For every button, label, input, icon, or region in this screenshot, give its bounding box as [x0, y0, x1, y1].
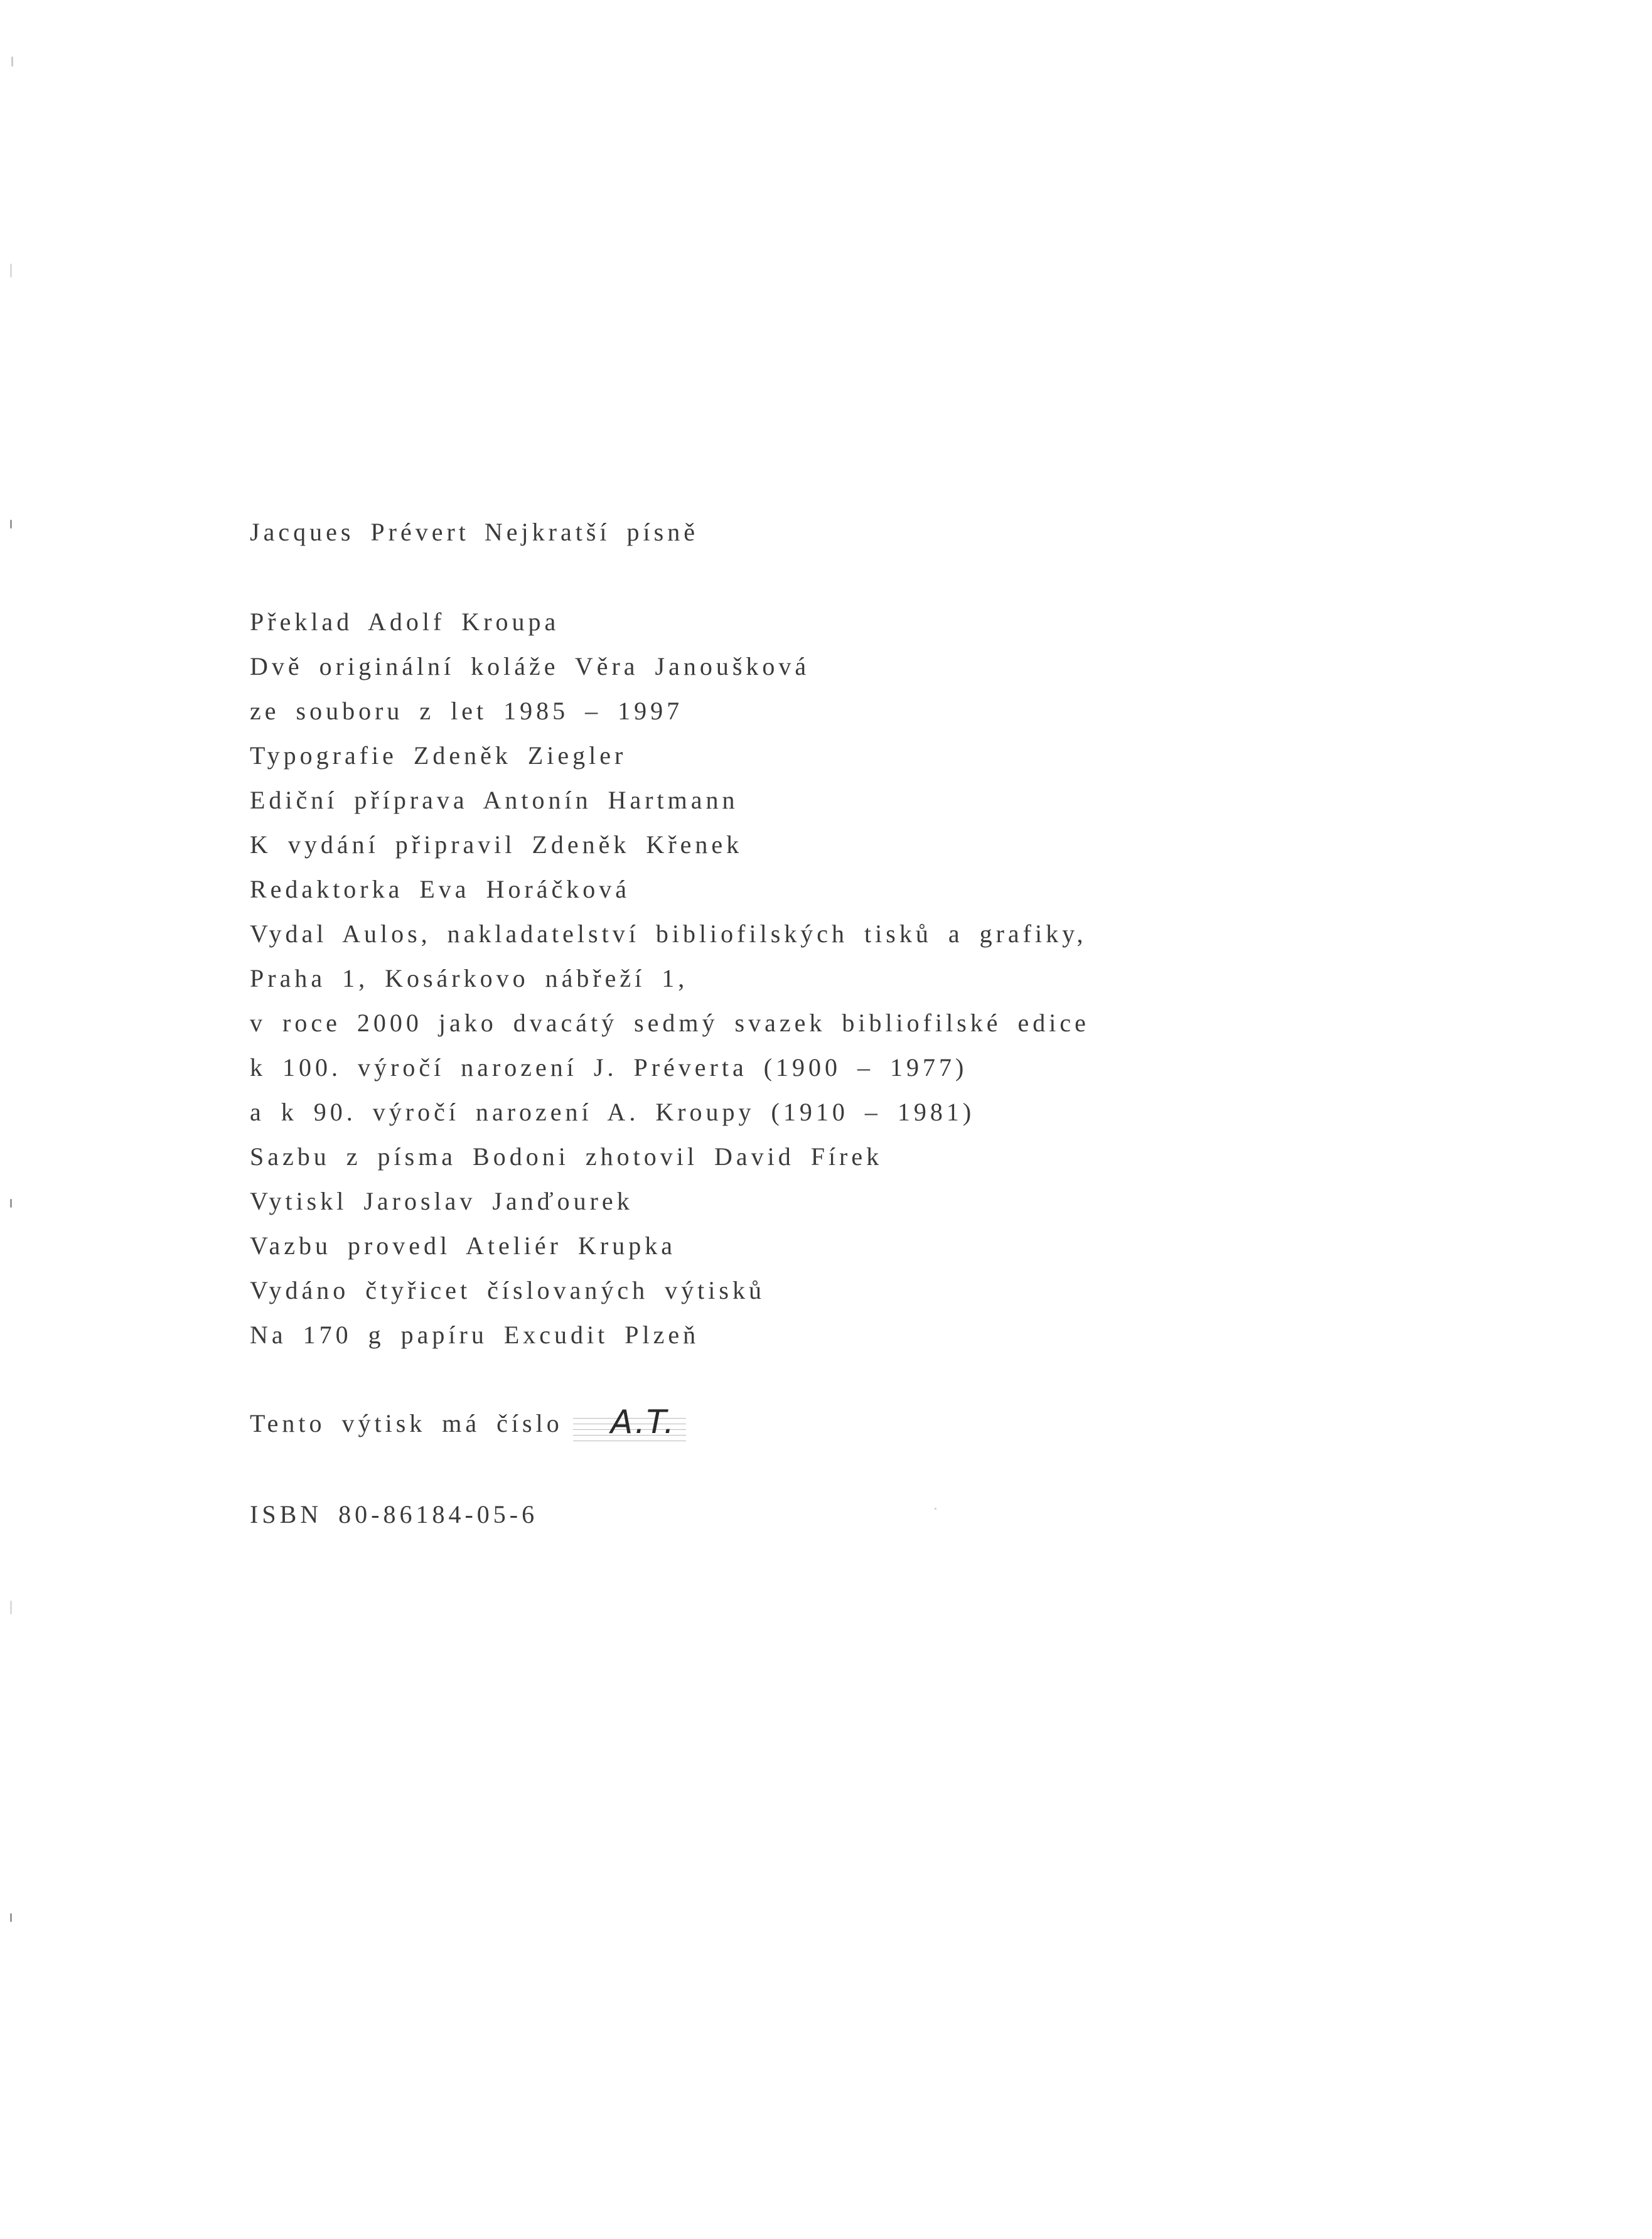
- credit-line: Ediční příprava Antonín Hartmann: [250, 786, 739, 814]
- credit-line: Vydáno čtyřicet číslovaných výtisků: [250, 1276, 765, 1304]
- credit-line: Vytiskl Jaroslav Janďourek: [250, 1187, 633, 1215]
- credits-list: [250, 599, 1442, 1357]
- credit-line: K vydání připravil Zdeněk Křenek: [250, 830, 743, 859]
- credit-line: a k 90. výročí narození A. Kroupy (1910 – 1981): [250, 1098, 975, 1126]
- margin-mark: [11, 56, 13, 67]
- margin-mark: [10, 520, 12, 529]
- title-line: [250, 510, 1442, 554]
- credit-line: k 100. výročí narození J. Préverta (1900 – 1977): [250, 1053, 968, 1082]
- credit-line: Dvě originální koláže Věra Janoušková: [250, 652, 810, 680]
- credit-line: Sazbu z písma Bodoni zhotovil David Fírek: [250, 1142, 883, 1171]
- copy-number-label: Tento výtisk má číslo: [250, 1409, 563, 1437]
- credit-line: Typografie Zdeněk Ziegler: [250, 741, 627, 770]
- credit-line: Vazbu provedl Ateliér Krupka: [250, 1232, 676, 1260]
- margin-mark: [10, 1913, 12, 1922]
- colophon-text: [250, 510, 1442, 1537]
- credit-line: Redaktorka Eva Horáčková: [250, 875, 631, 903]
- handwritten-copy-number: A.T.: [610, 1404, 675, 1441]
- credit-line: ze souboru z let 1985 – 1997: [250, 697, 684, 725]
- copy-number-line: [250, 1401, 1442, 1446]
- credit-line: Vydal Aulos, nakladatelství bibliofilských tisků a grafiky,: [250, 920, 1087, 948]
- margin-mark: [10, 1199, 12, 1208]
- margin-mark: [10, 1601, 12, 1614]
- credit-line: Na 170 g papíru Excudit Plzeň: [250, 1321, 700, 1349]
- isbn: ISBN 80-86184-05-6: [250, 1500, 539, 1528]
- credit-line: v roce 2000 jako dvacátý sedmý svazek bibliofilské edice: [250, 1009, 1090, 1037]
- copy-number-field: [567, 1404, 686, 1446]
- credit-line: Praha 1, Kosárkovo nábřeží 1,: [250, 964, 689, 992]
- margin-mark: [10, 264, 12, 277]
- author-name: Jacques Prévert: [250, 518, 469, 546]
- book-title: Nejkratší písně: [484, 518, 699, 546]
- credit-line: Překlad Adolf Kroupa: [250, 608, 560, 636]
